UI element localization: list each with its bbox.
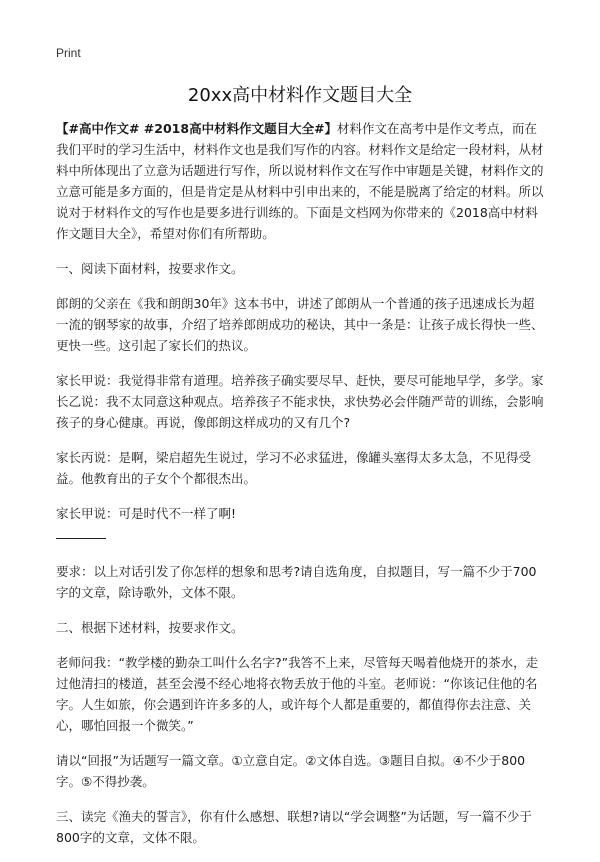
print-label: Print — [56, 46, 81, 60]
divider-line — [56, 538, 106, 539]
page-title: 20xx高中材料作文题目大全 — [187, 85, 413, 106]
section3-text: 三、读完《渔夫的誓言》，你有什么感想、联想?请以“学会调整”为话题，写一篇不少于800字的文章，文体不限。 — [56, 809, 532, 845]
section1-paragraph-1: 郎朗的父亲在《我和朗朗30年》这本书中，讲述了郎朗从一个普通的孩子迅速成长为超一流的钢琴家的故事，介绍了培养郎朗成功的秘诀，其中一条是：让孩子成长得快一些、更快一些。这引起了家长们的热议。 — [56, 296, 544, 353]
section2-requirement: 请以“回报”为话题写一篇文章。①立意自定。②文体自选。③题目自拟。④不少于800字。⑤不得抄袭。 — [56, 753, 526, 789]
section2-heading: 二、根据下述材料，按要求作文。 — [56, 620, 244, 635]
document-body — [56, 118, 546, 862]
section1-heading: 一、阅读下面材料，按要求作文。 — [56, 261, 244, 276]
section2-paragraph-1: 老师问我：“教学楼的勤杂工叫什么名字?”我答不上来，尽管每天喝着他烧开的茶水，走过他清扫的楼道，甚至会漫不经心地将衣物丢放于他的斗室。老师说：“你该记住他的名字。人生如旅，你会遇到许许多多的人，或许每个人都是重要的，都值得你去注意、关心，哪怕回报一个微笑。” — [56, 655, 539, 733]
intro-text: 材料作文在高考中是作文考点，而在我们平时的学习生活中，材料作文也是我们写作的内容。材料作文是给定一段材料，从材料中所体现出了立意为话题进行写作，所以说材料作文在写作中审题是关键，材料作文的立意可能是多方面的，但是肯定是从材料中引申出来的，不能是脱离了给定的材料。所以说对于材料作文的写作也是要多进行训练的。下面是文档网为你带来的《2018高中材料作文题目大全》，希望对你们有所帮助。 — [56, 121, 544, 241]
intro-paragraph — [56, 118, 546, 244]
section1-paragraph-2: 家长甲说：我觉得非常有道理。培养孩子确实要尽早、赶快，要尽可能地早学，多学。家长乙说：我不太同意这种观点。培养孩子不能求快，求快势必会伴随严苛的训练，会影响孩子的身心健康。再说，像郎朗这样成功的又有几个? — [56, 373, 544, 430]
section1-requirement: 要求：以上对话引发了你怎样的想象和思考?请自选角度，自拟题目，写一篇不少于700字的文章，除诗歌外，文体不限。 — [56, 564, 537, 600]
section1-paragraph-3: 家长丙说：是啊，梁启超先生说过，学习不必求猛进，像罐头塞得太多太急，不见得受益。他教育出的子女个个都很杰出。 — [56, 450, 532, 486]
section1-paragraph-4: 家长甲说：可是时代不一样了啊! — [56, 506, 237, 521]
intro-tag: 【#高中作文# #2018高中材料作文题目大全#】 — [56, 121, 338, 136]
